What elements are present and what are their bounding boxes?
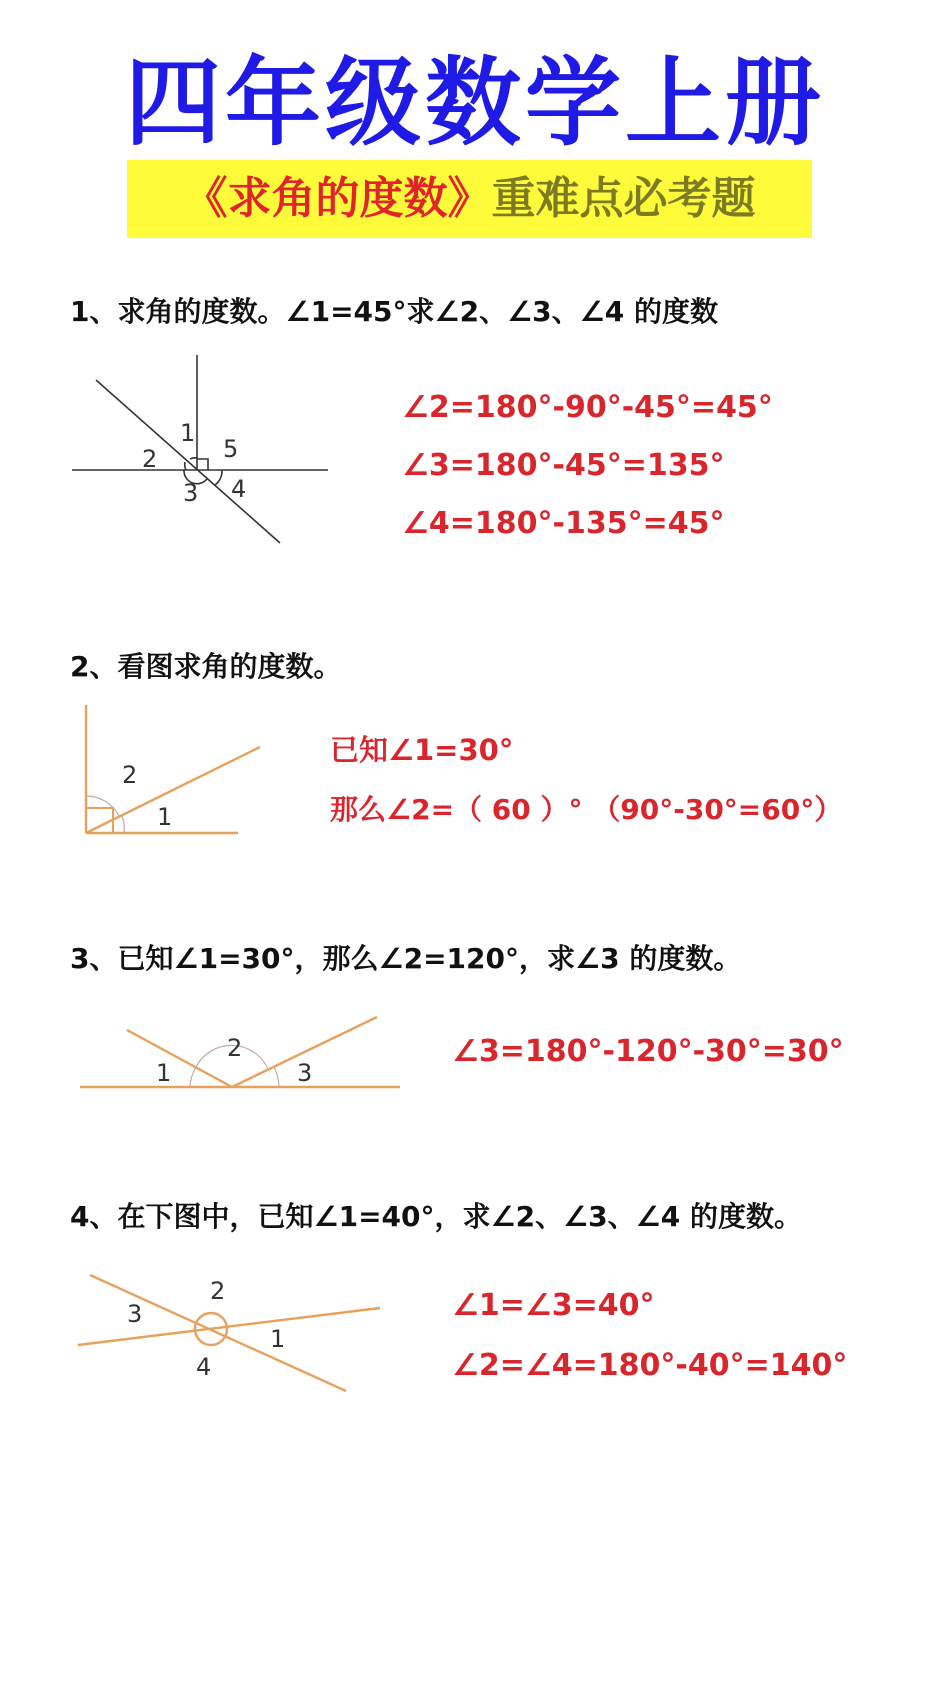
problem-4-question: 4、在下图中，已知∠1=40°，求∠2、∠3、∠4 的度数。 (70, 1200, 802, 1233)
p4-answer-1: ∠1=∠3=40° (452, 1288, 655, 1323)
problem-2-question: 2、看图求角的度数。 (70, 650, 342, 683)
p4-answer-2: ∠2=∠4=180°-40°=140° (452, 1348, 848, 1383)
p4-vertex-circle (195, 1313, 227, 1345)
page-title: 四年级数学上册 (125, 47, 825, 159)
p3-right-ray (232, 1017, 377, 1087)
p2-angle2-arc (86, 796, 119, 816)
p1-label-5: 5 (223, 435, 239, 463)
subtitle (127, 160, 812, 238)
p1-angle2-arc (185, 462, 186, 470)
p3-answer-1: ∠3=180°-120°-30°=30° (452, 1034, 844, 1069)
problem-1-figure (72, 355, 328, 543)
p4-label-2: 2 (210, 1277, 226, 1305)
p1-angle4-arc (215, 470, 222, 485)
p3-angle3-arc (274, 1067, 279, 1087)
p1-label-1: 1 (180, 419, 196, 447)
p2-right-angle-mark (86, 808, 113, 833)
problem-1-question: 1、求角的度数。∠1=45°求∠2、∠3、∠4 的度数 (70, 295, 718, 328)
subtitle-tagline: 重难点必考题 (491, 173, 756, 224)
p3-angle2-arc (196, 1045, 268, 1069)
p4-label-4: 4 (196, 1353, 212, 1381)
p4-line-a (78, 1308, 380, 1345)
p4-label-1: 1 (270, 1325, 286, 1353)
problem-4-figure (78, 1275, 380, 1391)
p3-label-2: 2 (227, 1034, 243, 1062)
p3-left-ray (127, 1030, 232, 1087)
problem-3-figure (80, 1017, 400, 1087)
p2-label-2: 2 (122, 761, 138, 789)
p1-right-angle-mark (197, 459, 208, 470)
p3-label-1: 1 (156, 1059, 172, 1087)
p2-answer-1: 已知∠1=30° (330, 733, 514, 767)
p1-diagonal-line (96, 380, 280, 543)
problem-2-figure (86, 705, 260, 833)
p2-angle1-arc (122, 816, 124, 833)
problem-3-question: 3、已知∠1=30°，那么∠2=120°，求∠3 的度数。 (70, 942, 742, 975)
p2-label-1: 1 (157, 803, 173, 831)
p4-label-3: 3 (127, 1300, 143, 1328)
p1-angle1-arc (190, 458, 197, 459)
p4-line-b (90, 1275, 346, 1391)
p3-label-3: 3 (297, 1059, 313, 1087)
p1-answer-2: ∠3=180°-45°=135° (402, 448, 725, 483)
p2-answer-2: 那么∠2=（ 60 ）° （90°-30°=60°） (330, 793, 843, 826)
p2-slanted-line (86, 747, 260, 833)
p1-answer-3: ∠4=180°-135°=45° (402, 506, 725, 541)
p1-answer-1: ∠2=180°-90°-45°=45° (402, 390, 773, 425)
p1-angle3-arc (184, 470, 207, 484)
subtitle-topic: 《求角的度数》 (183, 173, 492, 224)
p1-label-3: 3 (183, 479, 199, 507)
p1-label-4: 4 (231, 475, 247, 503)
p1-label-2: 2 (142, 445, 158, 473)
p3-angle1-arc (190, 1067, 196, 1087)
